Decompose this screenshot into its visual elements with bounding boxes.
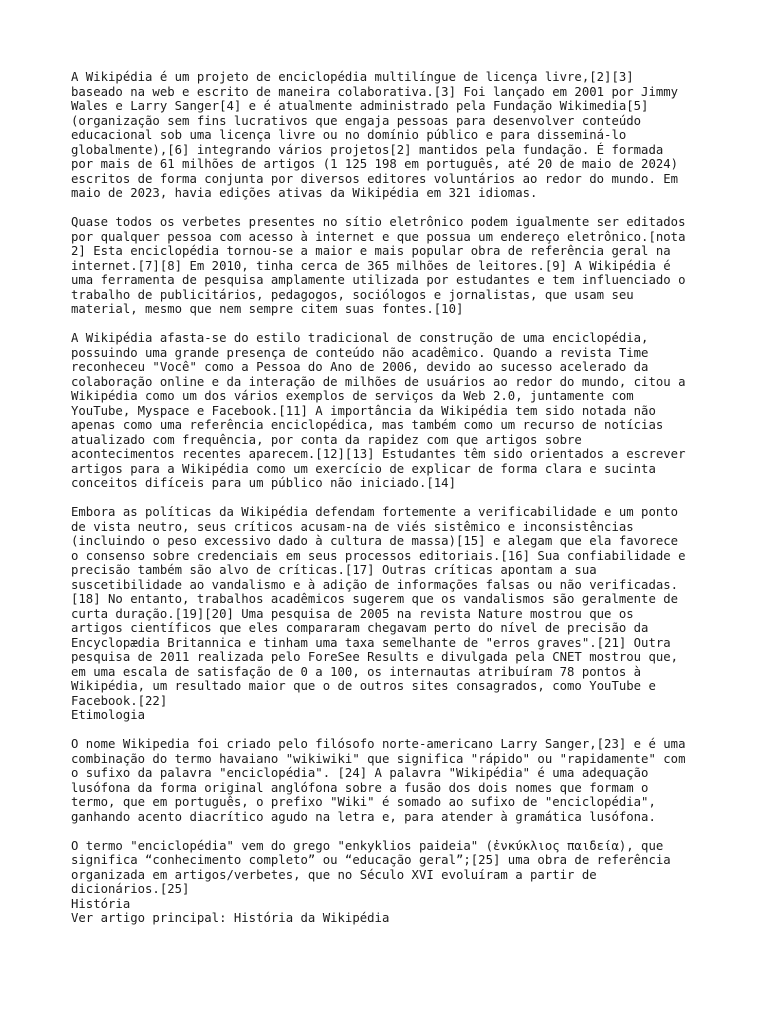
text-line: YouTube, Myspace e Facebook.[11] A importância da Wikipédia tem sido notada não bbox=[71, 403, 656, 418]
text-line: escritos de forma conjunta por diversos editores voluntários ao redor do mundo. Em bbox=[71, 171, 679, 186]
text-line: Wikipédia, um resultado maior que o de outros sites consagrados, como YouTube e bbox=[71, 679, 656, 693]
section-heading-etimologia: Etimologia bbox=[71, 708, 146, 722]
main-article-note: Ver artigo principal: História da Wikipédia bbox=[71, 911, 390, 925]
text-line: Wikipédia como um dos vários exemplos de serviços da Web 2.0, juntamente com bbox=[71, 389, 634, 403]
paragraph-intro bbox=[71, 70, 711, 201]
text-line: atualizado com frequência, por conta da rapidez com que artigos sobre bbox=[71, 432, 582, 447]
text-line: organizada em artigos/verbetes, que no Século XVI evoluíram a partir de bbox=[71, 867, 597, 882]
text-line: termo, que em português, o prefixo "Wiki" é somado ao sufixo de "enciclopédia", bbox=[71, 795, 656, 809]
text-line: Facebook.[22] bbox=[71, 693, 168, 708]
text-line: Wales e Larry Sanger[4] e é atualmente administrado pela Fundação Wikimedia[5] bbox=[71, 99, 649, 113]
text-line: curta duração.[19][20] Uma pesquisa de 2005 na revista Nature mostrou que os bbox=[71, 606, 634, 621]
text-line: o sufixo da palavra "enciclopédia". [24] A palavra "Wikipédia" é uma adequação bbox=[71, 766, 649, 780]
text-line: baseado na web e escrito de maneira colaborativa.[3] Foi lançado em 2001 por Jimmy bbox=[71, 84, 679, 99]
paragraph-term bbox=[71, 839, 711, 926]
text-line: em uma escala de satisfação de 0 a 100, os internautas atribuíram 78 pontos à bbox=[71, 664, 642, 679]
text-line: A Wikipédia afasta-se do estilo tradicional de construção de uma enciclopédia, bbox=[71, 331, 649, 345]
text-line: maio de 2023, havia edições ativas da Wikipédia em 321 idiomas. bbox=[71, 186, 538, 200]
text-line: reconheceu "Você" como a Pessoa do Ano de 2006, devido ao sucesso acelerado da bbox=[71, 360, 649, 374]
text-line: Encyclopædia Britannica e tinham uma taxa semelhante de "erros graves".[21] Outra bbox=[71, 635, 671, 650]
text-line: conceitos difíceis para um público não iniciado.[14] bbox=[71, 476, 456, 490]
paragraph-etymology bbox=[71, 737, 711, 824]
text-line: educacional sob uma licença livre ou no domínio público e para disseminá-lo bbox=[71, 128, 627, 142]
text-line: de vista neutro, seus críticos acusam-na de viés sistêmico e inconsistências bbox=[71, 519, 634, 534]
section-heading-historia: História bbox=[71, 896, 131, 911]
text-line: material, mesmo que nem sempre citem suas fontes.[10] bbox=[71, 302, 464, 316]
text-line: possuindo uma grande presença de conteúdo não acadêmico. Quando a revista Time bbox=[71, 345, 649, 360]
text-line: combinação do termo havaiano "wikiwiki" que significa "rápido" ou "rapidamente" com bbox=[71, 751, 686, 766]
text-line: trabalho de publicitários, pedagogos, sociólogos e jornalistas, que usam seu bbox=[71, 287, 634, 302]
text-line: (organização sem fins lucrativos que engaja pessoas para desenvolver conteúdo bbox=[71, 113, 642, 128]
text-line: acontecimentos recentes aparecem.[12][13] Estudantes têm sido orientados a escrever bbox=[71, 447, 686, 461]
document-body bbox=[71, 70, 711, 926]
text-line: apenas como uma referência enciclopédica, mas também como um recurso de notícias bbox=[71, 418, 664, 432]
text-line: internet.[7][8] Em 2010, tinha cerca de 365 milhões de leitores.[9] A Wikipédia é bbox=[71, 258, 671, 273]
text-line: Quase todos os verbetes presentes no sítio eletrônico podem igualmente ser editados bbox=[71, 215, 686, 229]
text-line: significa “conhecimento completo” ou “educação geral”;[25] uma obra de referência bbox=[71, 853, 671, 867]
text-line: (incluindo o peso excessivo dado à cultura de massa)[15] e alegam que ela favorece bbox=[71, 534, 679, 548]
paragraph-editing bbox=[71, 215, 711, 317]
paragraph-criticism bbox=[71, 505, 711, 723]
text-line: por mais de 61 milhões de artigos (1 125 198 em português, até 20 de maio de 2024) bbox=[71, 157, 679, 171]
text-line: globalmente),[6] integrando vários projetos[2] mantidos pela fundação. É formada bbox=[71, 142, 664, 157]
text-line: [18] No entanto, trabalhos acadêmicos sugerem que os vandalismos são geralmente de bbox=[71, 592, 679, 606]
text-line: precisão também são alvo de críticas.[17] Outras críticas apontam a sua bbox=[71, 563, 597, 577]
text-line: Embora as políticas da Wikipédia defendam fortemente a verificabilidade e um ponto bbox=[71, 505, 679, 519]
text-line: ganhando acento diacrítico agudo na letra e, para atender à gramática lusófona. bbox=[71, 809, 656, 824]
text-line: O termo "enciclopédia" vem do grego "enkyklios paideia" (ἐνκύκλιος παιδεία), que bbox=[71, 838, 664, 853]
text-line: artigos para a Wikipédia como um exercício de explicar de forma clara e sucinta bbox=[71, 461, 656, 476]
text-line: o consenso sobre credenciais em seus processos editoriais.[16] Sua confiabilidade e bbox=[71, 548, 686, 563]
text-line: O nome Wikipedia foi criado pelo filósofo norte-americano Larry Sanger,[23] e é uma bbox=[71, 737, 686, 751]
text-line: 2] Esta enciclopédia tornou-se a maior e mais popular obra de referência geral na bbox=[71, 244, 671, 258]
text-line: pesquisa de 2011 realizada pelo ForeSee Results e divulgada pela CNET mostrou que, bbox=[71, 650, 679, 664]
text-line: suscetibilidade ao vandalismo e à adição de informações falsas ou não verificadas. bbox=[71, 577, 679, 592]
text-line: A Wikipédia é um projeto de enciclopédia multilíngue de licença livre,[2][3] bbox=[71, 70, 634, 84]
text-line: artigos científicos que eles compararam chegavam perto do nível de precisão da bbox=[71, 621, 649, 635]
text-line: lusófona da forma original anglófona sobre a fusão dos dois nomes que formam o bbox=[71, 780, 649, 795]
text-line: por qualquer pessoa com acesso à internet e que possua um endereço eletrônico.[nota bbox=[71, 229, 686, 244]
text-line: uma ferramenta de pesquisa amplamente utilizada por estudantes e tem influenciado o bbox=[71, 273, 686, 287]
paragraph-style bbox=[71, 331, 711, 491]
text-line: colaboração online e da interação de milhões de usuários ao redor do mundo, citou a bbox=[71, 374, 686, 389]
text-line: dicionários.[25] bbox=[71, 882, 190, 896]
